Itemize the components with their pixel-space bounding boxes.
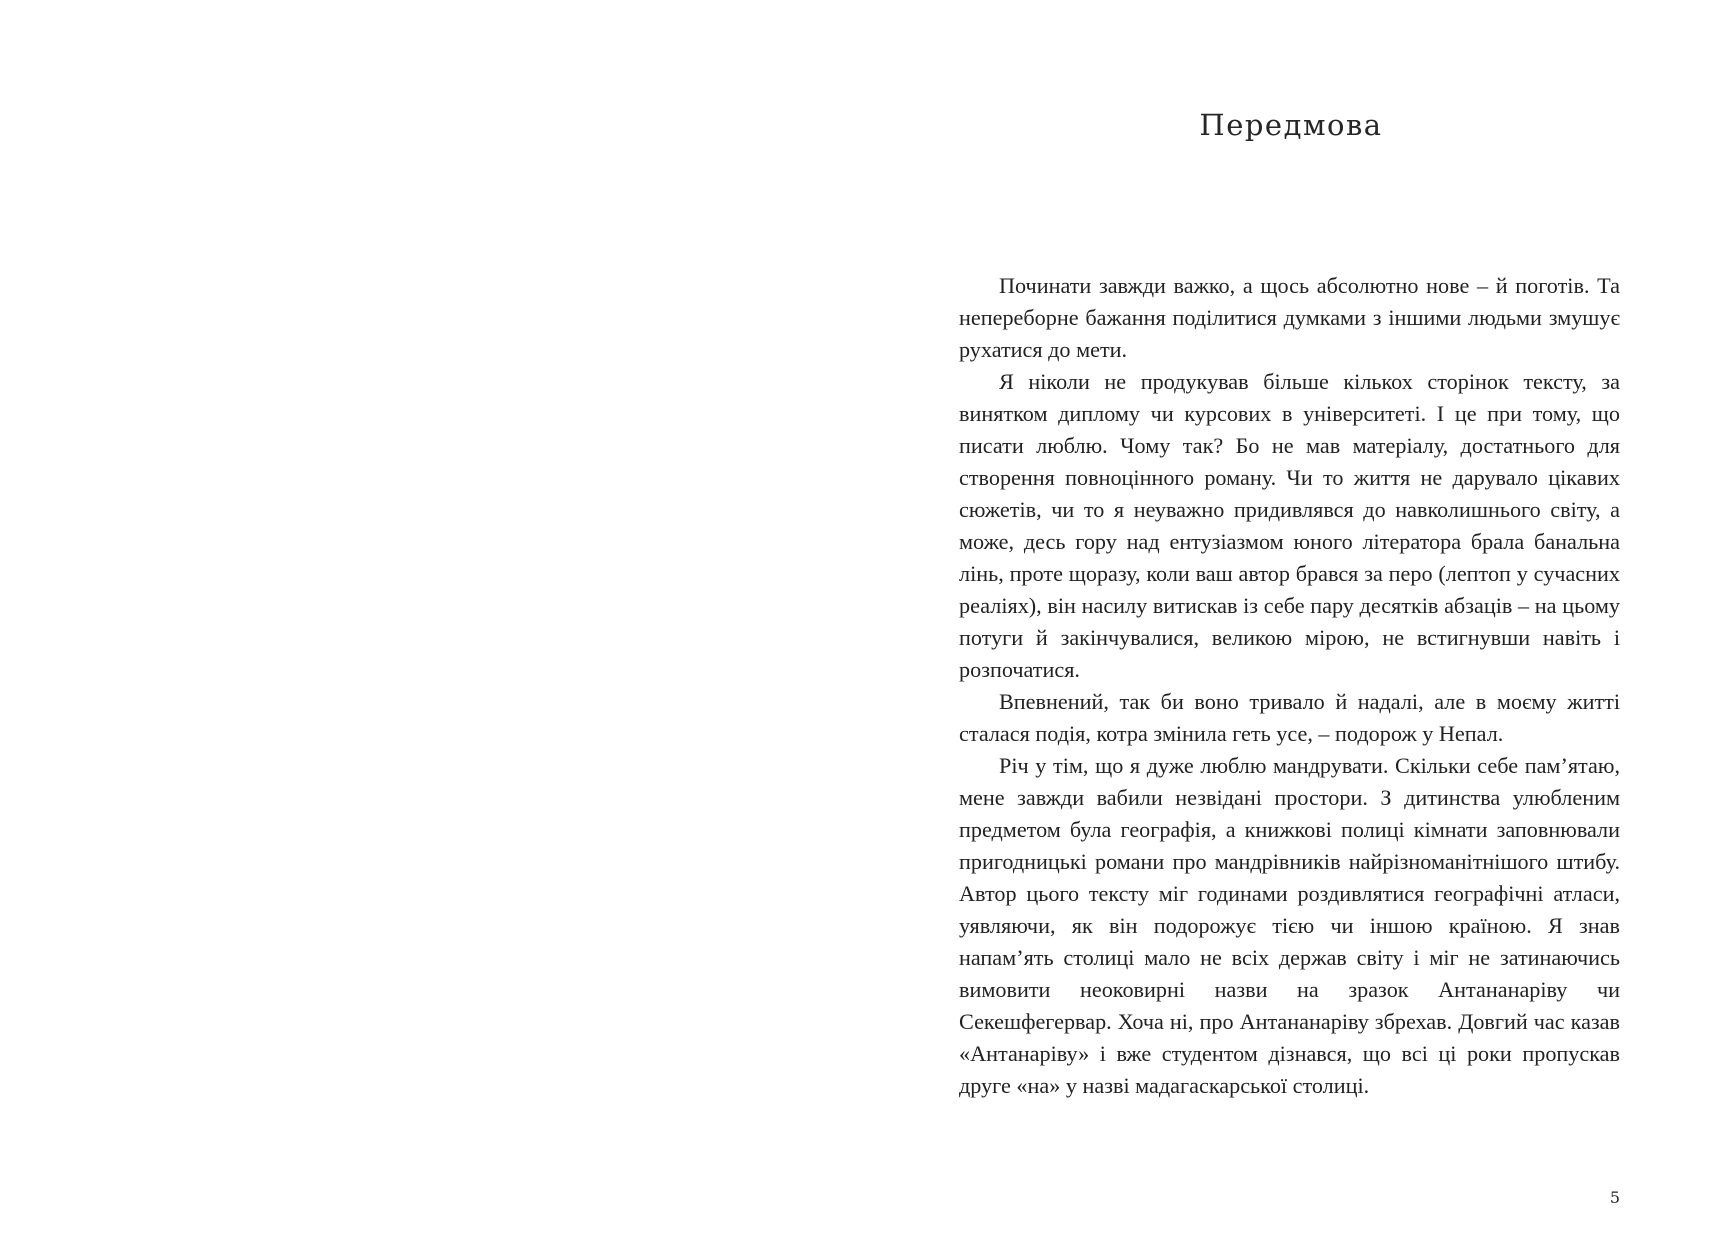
body-text <box>959 270 1620 1102</box>
paragraph-3: Впевнений, так би воно тривало й надалі, але в моєму житті сталася подія, котра змінила геть усе, – подорож у Непал. <box>959 689 1620 746</box>
paragraph-1: Починати завжди важко, а щось абсолютно нове – й поготів. Та непереборне бажання поділитися думками з іншими людьми змушує рухатися до мети. <box>959 273 1620 362</box>
right-page <box>856 0 1713 1258</box>
page-number: 5 <box>1609 1188 1620 1207</box>
left-page-blank <box>0 0 856 1258</box>
paragraph-2: Я ніколи не продукував більше кількох сторінок тексту, за винятком диплому чи курсових в університеті. І це при тому, що писати люблю. Чому так? Бо не мав матеріалу, достатнього для створення повноцінного роману. Чи то життя не дарувало цікавих сюжетів, чи то я неуважно придивлявся до навколишнього світу, а може, десь гору над ентузіазмом юного літератора брала банальна лінь, проте щоразу, коли ваш автор брався за перо (лептоп у сучасних реаліях), він насилу витискав із себе пару десятків абзаців – на цьому потуги й закінчувалися, великою мірою, не встигнувши навіть і розпочатися. <box>959 369 1620 682</box>
chapter-title: Передмова <box>1199 108 1383 142</box>
paragraph-4: Річ у тім, що я дуже люблю мандрувати. Скільки себе пам’ятаю, мене завжди вабили незвідані простори. З дитинства улюбленим предметом була географія, а книжкові полиці кімнати заповнювали пригодницькі романи про мандрівників найрізноманітнішого штибу. Автор цього тексту міг годинами роздивлятися географічні атласи, уявляючи, як він подорожує тією чи іншою країною. Я знав напам’ять столиці мало не всіх держав світу і міг не затинаючись вимовити неоковирні назви на зразок Антананаріву чи Секешфегервар. Хоча ні, про Антананаріву збрехав. Довгий час казав «Антанаріву» і вже студентом дізнався, що всі ці роки пропускав друге «на» у назві мадагаскарської столиці. <box>959 753 1620 1098</box>
